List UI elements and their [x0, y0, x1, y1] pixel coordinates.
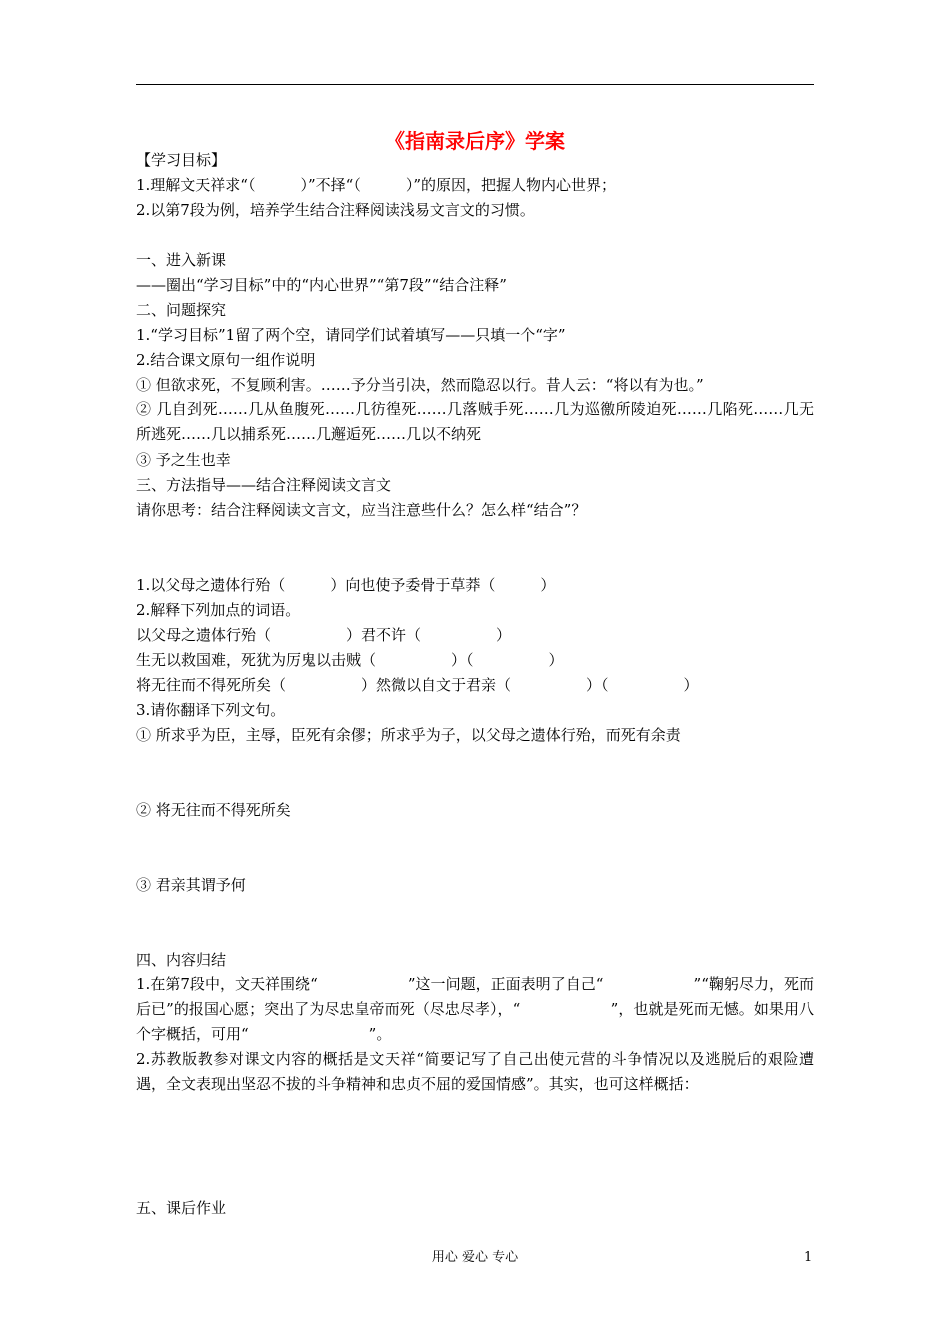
section-3-heading: 三、方法指导——结合注释阅读文言文 — [136, 476, 392, 494]
translate-3: ③ 君亲其谓予何 — [136, 876, 246, 894]
section-3-prompt: 请你思考：结合注释阅读文言文，应当注意些什么？怎么样“结合”？ — [136, 501, 587, 519]
quote-3: ③ 予之生也幸 — [136, 451, 231, 469]
exercise-2-line-3: 将无往而不得死所矣（ ）然微以自文于君亲（ ）（ ） — [136, 676, 699, 694]
translate-1: ① 所求乎为臣，主辱，臣死有余僇；所求乎为子，以父母之遗体行殆，而死有余责 — [136, 726, 681, 744]
exercise-1: 1.以父母之遗体行殆（ ）向也使予委骨于草莽（ ） — [136, 576, 556, 594]
section-2-item-1: 1.“学习目标”1留了两个空，请同学们试着填写——只填一个“字” — [136, 326, 566, 344]
section-5-heading: 五、课后作业 — [136, 1199, 227, 1217]
header-rule — [136, 84, 814, 85]
exercise-2-heading: 2.解释下列加点的词语。 — [136, 601, 301, 619]
footer-motto: 用心 爱心 专心 — [431, 1250, 519, 1265]
document-title: 《指南录后序》学案 — [385, 129, 565, 153]
translate-2: ② 将无往而不得死所矣 — [136, 801, 291, 819]
section-2-item-2: 2.结合课文原句一组作说明 — [136, 351, 316, 369]
goal-2: 2.以第7段为例，培养学生结合注释阅读浅易文言文的习惯。 — [136, 201, 535, 219]
exercise-2-line-2: 生无以救国难，死犹为厉鬼以击贼（ ）（ ） — [136, 651, 564, 669]
exercise-3-heading: 3.请你翻译下列文句。 — [136, 701, 286, 719]
section-learning-goals: 【学习目标】 — [136, 151, 227, 169]
page-number: 1 — [804, 1250, 813, 1265]
goal-1: 1.理解文天祥求“（ ）”不择“（ ）”的原因，把握人物内心世界； — [136, 176, 616, 194]
quote-1: ① 但欲求死，不复顾利害。……予分当引决，然而隐忍以行。昔人云：“将以有为也。” — [136, 376, 704, 394]
section-1-text: ——圈出“学习目标”中的“内心世界”“第7段”“结合注释” — [136, 276, 507, 294]
summary-2: 2.苏教版教参对课文内容的概括是文天祥“简要记写了自己出使元营的斗争情况以及逃脱后的艰险遭遇，全文表现出坚忍不拔的斗争精神和忠贞不屈的爱国情感”。其实，也可这样概括： — [136, 1050, 814, 1093]
exercise-2-line-1: 以父母之遗体行殆（ ）君不许（ ） — [136, 626, 512, 644]
section-4-heading: 四、内容归结 — [136, 951, 227, 969]
quote-2: ② 几自刭死……几从鱼腹死……几彷徨死……几落贼手死……几为巡徼所陵迫死……几陷死……几无所逃死……几以捕系死……几邂逅死……几以不纳死 — [136, 400, 814, 443]
section-2-heading: 二、问题探究 — [136, 301, 227, 319]
summary-1: 1.在第7段中，文天祥围绕“ ”这一问题，正面表明了自己“ ”“鞠躬尽力，死而后已”的报国心愿；突出了为尽忠皇帝而死（尽忠尽孝），“ ”，也就是死而无憾。如果用八个字概括，可用“ ”。 — [136, 975, 814, 1043]
section-1-heading: 一、进入新课 — [136, 251, 227, 269]
